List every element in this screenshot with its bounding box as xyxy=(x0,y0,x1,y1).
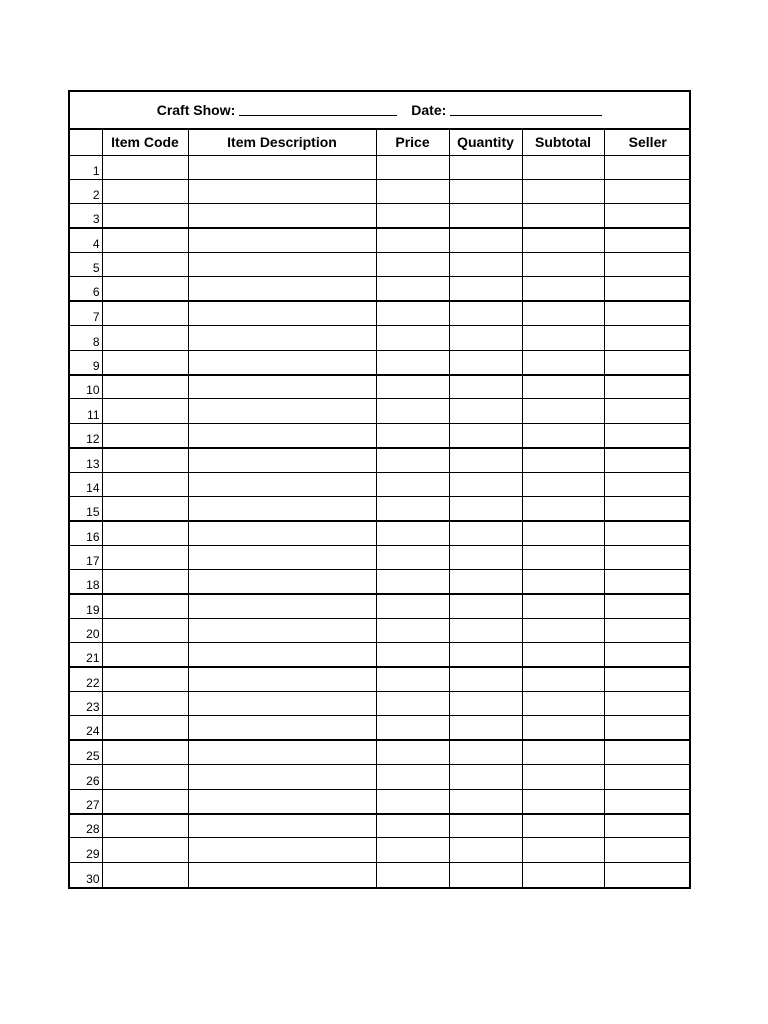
item-code-cell[interactable] xyxy=(102,862,188,886)
price-cell[interactable] xyxy=(376,814,449,838)
quantity-cell[interactable] xyxy=(449,765,522,789)
row-number: 17 xyxy=(70,545,102,569)
item-description-cell[interactable] xyxy=(188,740,376,764)
item-description-cell[interactable] xyxy=(188,155,376,179)
item-description-cell[interactable] xyxy=(188,472,376,496)
seller-cell[interactable] xyxy=(604,740,691,764)
item-description-cell[interactable] xyxy=(188,570,376,594)
item-code-cell[interactable] xyxy=(102,399,188,423)
item-description-cell[interactable] xyxy=(188,301,376,325)
table-row xyxy=(70,179,691,203)
craft-show-blank[interactable] xyxy=(239,101,397,116)
subtotal-cell[interactable] xyxy=(522,545,604,569)
row-number: 29 xyxy=(70,838,102,862)
seller-cell[interactable] xyxy=(604,789,691,813)
table-row xyxy=(70,228,691,252)
price-cell[interactable] xyxy=(376,448,449,472)
item-code-cell[interactable] xyxy=(102,326,188,350)
row-number: 18 xyxy=(70,570,102,594)
table-row xyxy=(70,423,691,447)
quantity-cell[interactable] xyxy=(449,277,522,301)
seller-cell[interactable] xyxy=(604,472,691,496)
item-code-cell[interactable] xyxy=(102,594,188,618)
price-cell[interactable] xyxy=(376,692,449,716)
item-description-cell[interactable] xyxy=(188,716,376,740)
row-number: 9 xyxy=(70,350,102,374)
table-row xyxy=(70,301,691,325)
item-code-cell[interactable] xyxy=(102,521,188,545)
item-description-cell[interactable] xyxy=(188,253,376,277)
row-number: 15 xyxy=(70,496,102,520)
table-row xyxy=(70,667,691,691)
col-header-row-number xyxy=(70,130,102,155)
seller-cell[interactable] xyxy=(604,692,691,716)
item-description-cell[interactable] xyxy=(188,423,376,447)
price-cell[interactable] xyxy=(376,204,449,228)
table-row xyxy=(70,594,691,618)
item-code-cell[interactable] xyxy=(102,496,188,520)
price-cell[interactable] xyxy=(376,789,449,813)
item-description-cell[interactable] xyxy=(188,667,376,691)
craft-show-sheet xyxy=(68,90,691,889)
price-cell[interactable] xyxy=(376,740,449,764)
quantity-cell[interactable] xyxy=(449,399,522,423)
row-number: 26 xyxy=(70,765,102,789)
row-number: 23 xyxy=(70,692,102,716)
item-code-cell[interactable] xyxy=(102,375,188,399)
price-cell[interactable] xyxy=(376,423,449,447)
quantity-cell[interactable] xyxy=(449,545,522,569)
subtotal-cell[interactable] xyxy=(522,740,604,764)
row-number: 16 xyxy=(70,521,102,545)
quantity-cell[interactable] xyxy=(449,521,522,545)
price-cell[interactable] xyxy=(376,472,449,496)
price-cell[interactable] xyxy=(376,301,449,325)
item-code-cell[interactable] xyxy=(102,643,188,667)
table-row xyxy=(70,692,691,716)
row-number: 22 xyxy=(70,667,102,691)
table-row xyxy=(70,716,691,740)
table-row xyxy=(70,740,691,764)
row-number: 3 xyxy=(70,204,102,228)
row-number: 25 xyxy=(70,740,102,764)
seller-cell[interactable] xyxy=(604,814,691,838)
quantity-cell[interactable] xyxy=(449,814,522,838)
seller-cell[interactable] xyxy=(604,667,691,691)
date-label: Date: xyxy=(411,102,447,118)
subtotal-cell[interactable] xyxy=(522,765,604,789)
subtotal-cell[interactable] xyxy=(522,521,604,545)
table-row xyxy=(70,814,691,838)
table-row xyxy=(70,350,691,374)
quantity-cell[interactable] xyxy=(449,253,522,277)
table-row xyxy=(70,204,691,228)
item-description-cell[interactable] xyxy=(188,399,376,423)
header-row xyxy=(70,130,691,155)
quantity-cell[interactable] xyxy=(449,570,522,594)
item-code-cell[interactable] xyxy=(102,253,188,277)
quantity-cell[interactable] xyxy=(449,228,522,252)
row-number: 28 xyxy=(70,814,102,838)
subtotal-cell[interactable] xyxy=(522,862,604,886)
price-cell[interactable] xyxy=(376,253,449,277)
subtotal-cell[interactable] xyxy=(522,155,604,179)
seller-cell[interactable] xyxy=(604,545,691,569)
price-cell[interactable] xyxy=(376,765,449,789)
table-row xyxy=(70,472,691,496)
row-number: 11 xyxy=(70,399,102,423)
col-header-item-code: Item Code xyxy=(102,130,188,155)
item-description-cell[interactable] xyxy=(188,838,376,862)
item-description-cell[interactable] xyxy=(188,765,376,789)
item-code-cell[interactable] xyxy=(102,667,188,691)
table-row xyxy=(70,545,691,569)
row-number: 10 xyxy=(70,375,102,399)
quantity-cell[interactable] xyxy=(449,789,522,813)
seller-cell[interactable] xyxy=(604,228,691,252)
col-header-price: Price xyxy=(376,130,449,155)
item-code-cell[interactable] xyxy=(102,204,188,228)
item-code-cell[interactable] xyxy=(102,692,188,716)
quantity-cell[interactable] xyxy=(449,862,522,886)
seller-cell[interactable] xyxy=(604,618,691,642)
quantity-cell[interactable] xyxy=(449,350,522,374)
item-description-cell[interactable] xyxy=(188,618,376,642)
price-cell[interactable] xyxy=(376,326,449,350)
item-code-cell[interactable] xyxy=(102,740,188,764)
table-row xyxy=(70,277,691,301)
row-number: 8 xyxy=(70,326,102,350)
subtotal-cell[interactable] xyxy=(522,667,604,691)
item-code-cell[interactable] xyxy=(102,765,188,789)
quantity-cell[interactable] xyxy=(449,643,522,667)
item-code-cell[interactable] xyxy=(102,350,188,374)
seller-cell[interactable] xyxy=(604,570,691,594)
quantity-cell[interactable] xyxy=(449,472,522,496)
quantity-cell[interactable] xyxy=(449,326,522,350)
table-row xyxy=(70,618,691,642)
subtotal-cell[interactable] xyxy=(522,789,604,813)
item-description-cell[interactable] xyxy=(188,789,376,813)
row-number: 21 xyxy=(70,643,102,667)
item-description-cell[interactable] xyxy=(188,277,376,301)
quantity-cell[interactable] xyxy=(449,692,522,716)
row-number: 20 xyxy=(70,618,102,642)
subtotal-cell[interactable] xyxy=(522,496,604,520)
seller-cell[interactable] xyxy=(604,765,691,789)
subtotal-cell[interactable] xyxy=(522,643,604,667)
item-description-cell[interactable] xyxy=(188,594,376,618)
table-row xyxy=(70,253,691,277)
seller-cell[interactable] xyxy=(604,496,691,520)
quantity-cell[interactable] xyxy=(449,496,522,520)
item-code-cell[interactable] xyxy=(102,179,188,203)
subtotal-cell[interactable] xyxy=(522,179,604,203)
price-cell[interactable] xyxy=(376,277,449,301)
subtotal-cell[interactable] xyxy=(522,814,604,838)
seller-cell[interactable] xyxy=(604,399,691,423)
quantity-cell[interactable] xyxy=(449,838,522,862)
item-description-cell[interactable] xyxy=(188,179,376,203)
item-description-cell[interactable] xyxy=(188,545,376,569)
price-cell[interactable] xyxy=(376,155,449,179)
seller-cell[interactable] xyxy=(604,253,691,277)
seller-cell[interactable] xyxy=(604,716,691,740)
seller-cell[interactable] xyxy=(604,326,691,350)
row-number: 1 xyxy=(70,155,102,179)
table-row xyxy=(70,496,691,520)
seller-cell[interactable] xyxy=(604,594,691,618)
seller-cell[interactable] xyxy=(604,862,691,886)
price-cell[interactable] xyxy=(376,594,449,618)
seller-cell[interactable] xyxy=(604,423,691,447)
table-row xyxy=(70,643,691,667)
price-cell[interactable] xyxy=(376,375,449,399)
item-description-cell[interactable] xyxy=(188,448,376,472)
inventory-table xyxy=(70,130,691,887)
row-number: 24 xyxy=(70,716,102,740)
quantity-cell[interactable] xyxy=(449,716,522,740)
seller-cell[interactable] xyxy=(604,301,691,325)
item-code-cell[interactable] xyxy=(102,472,188,496)
row-number: 14 xyxy=(70,472,102,496)
date-blank[interactable] xyxy=(450,101,602,116)
subtotal-cell[interactable] xyxy=(522,570,604,594)
table-row xyxy=(70,862,691,886)
subtotal-cell[interactable] xyxy=(522,204,604,228)
craft-show-label: Craft Show: xyxy=(156,102,236,118)
subtotal-cell[interactable] xyxy=(522,692,604,716)
price-cell[interactable] xyxy=(376,228,449,252)
item-code-cell[interactable] xyxy=(102,155,188,179)
item-code-cell[interactable] xyxy=(102,570,188,594)
row-number: 6 xyxy=(70,277,102,301)
price-cell[interactable] xyxy=(376,350,449,374)
table-row xyxy=(70,326,691,350)
item-description-cell[interactable] xyxy=(188,375,376,399)
col-header-subtotal: Subtotal xyxy=(522,130,604,155)
subtotal-cell[interactable] xyxy=(522,326,604,350)
table-row xyxy=(70,155,691,179)
item-code-cell[interactable] xyxy=(102,838,188,862)
item-code-cell[interactable] xyxy=(102,301,188,325)
price-cell[interactable] xyxy=(376,496,449,520)
item-code-cell[interactable] xyxy=(102,814,188,838)
price-cell[interactable] xyxy=(376,667,449,691)
item-description-cell[interactable] xyxy=(188,228,376,252)
subtotal-cell[interactable] xyxy=(522,375,604,399)
table-row xyxy=(70,448,691,472)
seller-cell[interactable] xyxy=(604,179,691,203)
subtotal-cell[interactable] xyxy=(522,716,604,740)
item-description-cell[interactable] xyxy=(188,521,376,545)
subtotal-cell[interactable] xyxy=(522,448,604,472)
quantity-cell[interactable] xyxy=(449,618,522,642)
item-description-cell[interactable] xyxy=(188,204,376,228)
table-row xyxy=(70,838,691,862)
quantity-cell[interactable] xyxy=(449,204,522,228)
quantity-cell[interactable] xyxy=(449,301,522,325)
row-number: 19 xyxy=(70,594,102,618)
price-cell[interactable] xyxy=(376,521,449,545)
price-cell[interactable] xyxy=(376,618,449,642)
price-cell[interactable] xyxy=(376,570,449,594)
item-code-cell[interactable] xyxy=(102,277,188,301)
item-code-cell[interactable] xyxy=(102,618,188,642)
item-description-cell[interactable] xyxy=(188,862,376,886)
item-code-cell[interactable] xyxy=(102,789,188,813)
subtotal-cell[interactable] xyxy=(522,838,604,862)
item-description-cell[interactable] xyxy=(188,350,376,374)
price-cell[interactable] xyxy=(376,862,449,886)
sheet-title-row xyxy=(70,92,689,130)
quantity-cell[interactable] xyxy=(449,179,522,203)
subtotal-cell[interactable] xyxy=(522,423,604,447)
subtotal-cell[interactable] xyxy=(522,472,604,496)
item-description-cell[interactable] xyxy=(188,643,376,667)
quantity-cell[interactable] xyxy=(449,423,522,447)
row-number: 5 xyxy=(70,253,102,277)
col-header-item-description: Item Description xyxy=(188,130,376,155)
table-body xyxy=(70,155,691,887)
seller-cell[interactable] xyxy=(604,155,691,179)
quantity-cell[interactable] xyxy=(449,155,522,179)
seller-cell[interactable] xyxy=(604,838,691,862)
row-number: 27 xyxy=(70,789,102,813)
price-cell[interactable] xyxy=(376,179,449,203)
seller-cell[interactable] xyxy=(604,350,691,374)
item-code-cell[interactable] xyxy=(102,448,188,472)
price-cell[interactable] xyxy=(376,399,449,423)
seller-cell[interactable] xyxy=(604,643,691,667)
quantity-cell[interactable] xyxy=(449,375,522,399)
quantity-cell[interactable] xyxy=(449,667,522,691)
item-code-cell[interactable] xyxy=(102,423,188,447)
item-description-cell[interactable] xyxy=(188,496,376,520)
subtotal-cell[interactable] xyxy=(522,594,604,618)
subtotal-cell[interactable] xyxy=(522,253,604,277)
price-cell[interactable] xyxy=(376,838,449,862)
subtotal-cell[interactable] xyxy=(522,301,604,325)
col-header-quantity: Quantity xyxy=(449,130,522,155)
col-header-seller: Seller xyxy=(604,130,691,155)
seller-cell[interactable] xyxy=(604,521,691,545)
table-row xyxy=(70,570,691,594)
seller-cell[interactable] xyxy=(604,448,691,472)
seller-cell[interactable] xyxy=(604,277,691,301)
subtotal-cell[interactable] xyxy=(522,228,604,252)
item-description-cell[interactable] xyxy=(188,692,376,716)
item-code-cell[interactable] xyxy=(102,716,188,740)
item-code-cell[interactable] xyxy=(102,545,188,569)
subtotal-cell[interactable] xyxy=(522,350,604,374)
row-number: 13 xyxy=(70,448,102,472)
subtotal-cell[interactable] xyxy=(522,399,604,423)
quantity-cell[interactable] xyxy=(449,740,522,764)
row-number: 2 xyxy=(70,179,102,203)
price-cell[interactable] xyxy=(376,643,449,667)
table-row xyxy=(70,399,691,423)
subtotal-cell[interactable] xyxy=(522,618,604,642)
item-code-cell[interactable] xyxy=(102,228,188,252)
quantity-cell[interactable] xyxy=(449,448,522,472)
item-description-cell[interactable] xyxy=(188,326,376,350)
row-number: 12 xyxy=(70,423,102,447)
table-row xyxy=(70,521,691,545)
table-row xyxy=(70,789,691,813)
table-row xyxy=(70,765,691,789)
item-description-cell[interactable] xyxy=(188,814,376,838)
table-row xyxy=(70,375,691,399)
quantity-cell[interactable] xyxy=(449,594,522,618)
subtotal-cell[interactable] xyxy=(522,277,604,301)
row-number: 30 xyxy=(70,862,102,886)
row-number: 4 xyxy=(70,228,102,252)
price-cell[interactable] xyxy=(376,716,449,740)
seller-cell[interactable] xyxy=(604,375,691,399)
row-number: 7 xyxy=(70,301,102,325)
seller-cell[interactable] xyxy=(604,204,691,228)
price-cell[interactable] xyxy=(376,545,449,569)
